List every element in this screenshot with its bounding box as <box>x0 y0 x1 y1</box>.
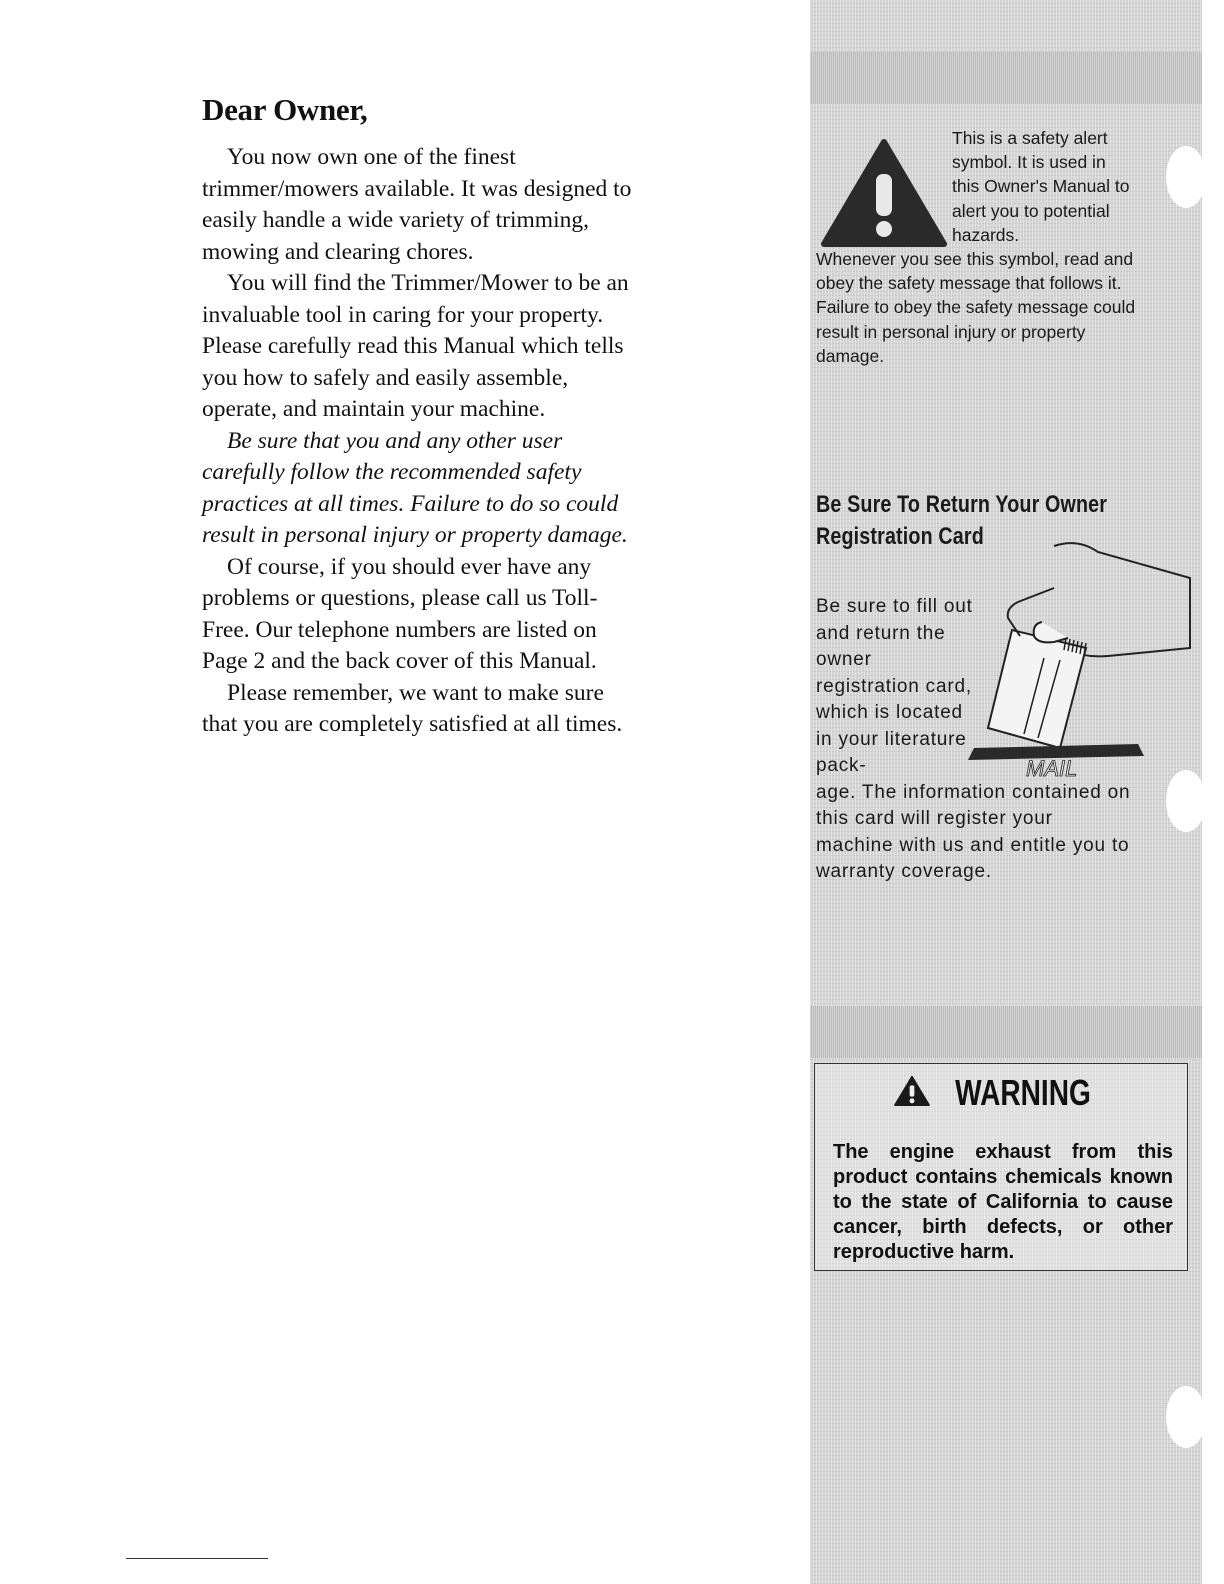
letter-paragraph-5: Please remember, we want to make sure that you are completely satisfied at all times. <box>202 679 623 737</box>
letter-paragraph-1: You now own one of the finest trimmer/mowers available. It was designed to easily handle a wide variety of trimming, mowing and clearing chores. <box>202 144 632 265</box>
binder-hole <box>1166 146 1206 208</box>
warning-box <box>814 1063 1188 1271</box>
sidebar-band <box>810 52 1202 104</box>
footer-rule <box>126 1558 268 1559</box>
letter <box>202 92 642 741</box>
safety-alert-section <box>816 126 1136 368</box>
warning-title <box>815 1072 1187 1114</box>
mailbox-label: MAIL <box>1026 756 1078 778</box>
letter-paragraph-4: Of course, if you should ever have any problems or questions, please call us Toll-Free. Our telephone numbers are listed on Page 2 and the back cover of this Manual. <box>202 553 598 674</box>
letter-paragraph-3-safety: Be sure that you and any other user carefully follow the recommended safety practices at all times. Failure to do so could result in personal injury or property damage. <box>202 427 628 548</box>
registration-heading: Be Sure To Return Your Owner Registration Card <box>816 491 1108 550</box>
binder-hole <box>1166 1386 1206 1448</box>
letter-paragraph-2: You will find the Trimmer/Mower to be an invaluable tool in caring for your property. Please carefully read this Manual which tells you how to safely and easily assemble, operate, and maintain your machine. <box>202 270 629 422</box>
safety-alert-text-bottom: Whenever you see this symbol, read and obey the safety message that follows it. Failure to obey the safety message could result in personal injury or property damage. <box>816 249 1136 366</box>
binder-hole <box>1166 770 1206 832</box>
registration-text <box>816 594 1136 886</box>
sidebar-band <box>810 1006 1202 1058</box>
safety-alert-icon <box>820 138 948 248</box>
greeting-heading: Dear Owner, <box>202 92 368 127</box>
warning-triangle-icon <box>892 1075 932 1107</box>
safety-alert-text-top: This is a safety alert symbol. It is used in this Owner's Manual to alert you to potential hazards. <box>952 128 1130 245</box>
registration-text-narrow: Be sure to fill out and return the owner registration card, which is located in your literature pack- <box>816 596 973 776</box>
warning-title-text: WARNING <box>955 1072 1091 1113</box>
registration-text-wide: age. The information contained on this card will register your machine with us and entitle you to warranty coverage. <box>816 781 1131 882</box>
warning-text: The engine exhaust from this product contains chemicals known to the state of California to cause cancer, birth defects, or other reproductive harm. <box>833 1141 1173 1263</box>
